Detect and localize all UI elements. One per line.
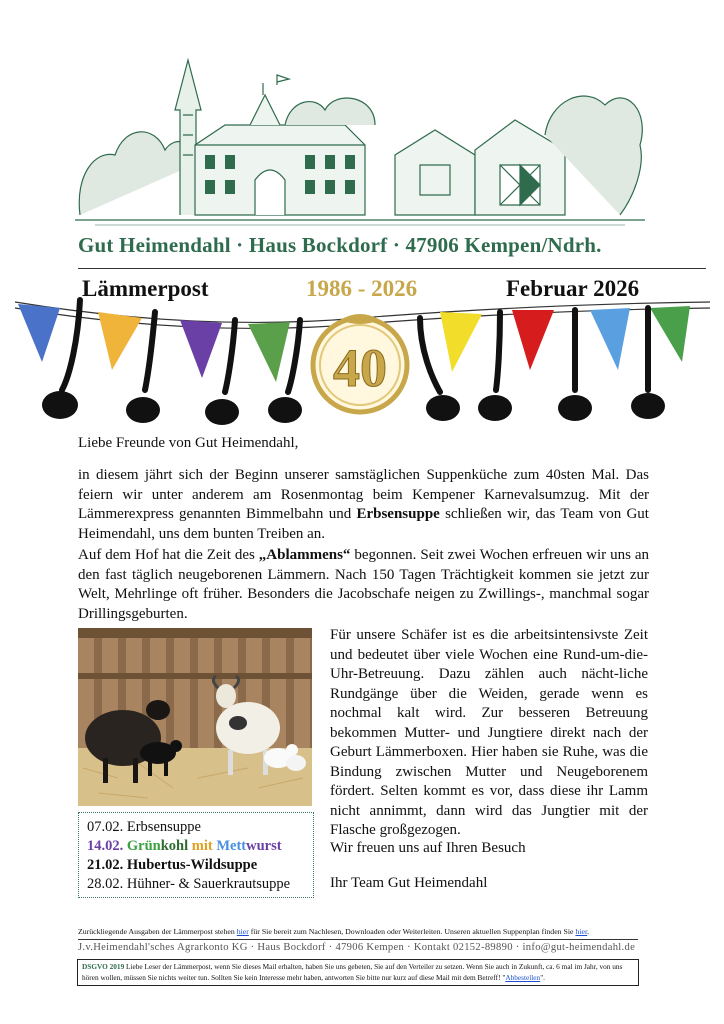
flag-lightblue xyxy=(590,308,630,370)
sheep-photo xyxy=(78,628,312,806)
ladle-1 xyxy=(62,300,80,390)
menu-word: Grün xyxy=(126,838,161,854)
estate-address: Gut Heimendahl · Haus Bockdorf · 47906 Kempen/Ndrh. xyxy=(78,233,602,257)
paragraph-2: Auf dem Hof hat die Zeit des „Ablammens“ begonnen. Seit zwei Wochen erfreuen wir uns an den fast täglich neugeborenen Lämmern. Nach 150 Tagen Trächtigkeit kommen sie jetzt zur Welt, Mehrlinge oft früher. Besonders die Jacobschafe neigen zu Zwillings-, manchmal sogar Drillingsgeburten. xyxy=(78,547,650,622)
flag-yellow xyxy=(440,312,482,372)
bunting-garland xyxy=(0,290,724,435)
newsletter-title: Lämmerpost xyxy=(82,276,209,301)
flag-blue xyxy=(18,304,60,362)
menu-item-wildsuppe: 21.02. Hubertus-Wildsuppe xyxy=(87,857,258,873)
flag-green xyxy=(248,322,290,382)
greeting: Liebe Freunde von Gut Heimendahl, xyxy=(78,435,299,451)
flag-red xyxy=(512,310,554,370)
unsubscribe-link[interactable]: Abbestellen xyxy=(505,972,541,982)
flag-purple xyxy=(180,320,222,378)
ladle-5 xyxy=(420,318,440,392)
menu-item-erbsensuppe: 07.02. Erbsensuppe xyxy=(87,819,201,835)
anniversary-years: 1986 - 2026 xyxy=(306,276,418,301)
paragraph-1: in diesem jährt sich der Beginn unserer samstäglichen Suppenküche zum 40sten Mal. Das feiern wir unter anderem am Rosenmontag beim Kempener Karnevalsumzug. Mit der Lämmerexpress genannten Bimmelbahn und Erbsensuppe schließen wir, das Team von Gut Heimendahl, uns dem bunten Treiben an. xyxy=(78,467,649,542)
soup-plan-link[interactable]: hier xyxy=(575,927,588,936)
divider-footer xyxy=(78,939,638,940)
divider-top xyxy=(78,268,706,269)
flag-orange xyxy=(98,312,142,370)
menu-word: mit xyxy=(188,838,217,854)
menu-word: wurst xyxy=(246,838,282,854)
menu-item-huehnersuppe: 28.02. Hühner- & Sauerkrautsuppe xyxy=(87,876,291,892)
issue-month: Februar 2026 xyxy=(506,276,640,301)
visit-line: Wir freuen uns auf Ihren Besuch xyxy=(330,840,526,856)
ladle-3 xyxy=(225,320,235,392)
signature: Ihr Team Gut Heimendahl xyxy=(330,875,488,891)
footer-address: J.v.Heimendahl'sches Agrarkonto KG · Haus Bockdorf · 47906 Kempen · Kontakt 02152-89890 · info@gut-heimendahl.de xyxy=(78,942,636,953)
menu-word: Mett xyxy=(216,838,247,854)
paragraph-3: Für unsere Schäfer ist es die arbeitsintensivste Zeit und bedeutet über viele Wochen eine Rund-um-die-Uhr-Betreuung. Dazu zählen auch nächt-liche Rundgänge über die Weiden, gerade wenn es nochmal kalt wird. Zur besseren Betreuung bekommen Mutter- und Jungtiere direkt nach der Geburt Lämmerboxen. Hier haben sie Ruhe, was die Bindung zwischen Mutter und Neugeborenem fördert. Selten kommt es vor, dass diese ihr Lamm nicht annimmt, dann wird das Jungtier mit der Flasche großgezogen. xyxy=(330,627,648,838)
ladle-4 xyxy=(288,320,300,392)
gdpr-notice: DSGVO 2019 Liebe Leser der Lämmerpost, wenn Sie dieses Mail erhalten, haben Sie uns gebeten, Sie auf den Verteiler zu setzen. Wenn Sie auch in Zukunft, ca. 6 mal im Jahr, von uns hören wollen, müssen Sie nichts weiter tun. Sollten Sie kein Interesse mehr haben, antworten Sie bitte nur kurz auf diese Mail mit dem Betreff! "Abbestellen". xyxy=(77,959,639,986)
archive-note: Zurückliegende Ausgaben der Lämmerpost stehen hier für Sie bereit zum Nachlesen, Downloaden oder Weiterleiten. Unseren aktuellen Suppenplan finden Sie hier. xyxy=(78,927,590,936)
soup-menu xyxy=(78,812,314,898)
menu-item-gruenkohl: 14.02. Grünkohl mit Mettwurst xyxy=(87,838,282,854)
menu-word: kohl xyxy=(160,838,189,854)
flag-green-2 xyxy=(650,306,690,362)
ladle-6 xyxy=(496,312,500,390)
archive-link[interactable]: hier xyxy=(236,927,249,936)
estate-illustration xyxy=(75,55,645,230)
emblem-number: 40 xyxy=(333,338,387,398)
anniversary-emblem xyxy=(313,314,407,412)
